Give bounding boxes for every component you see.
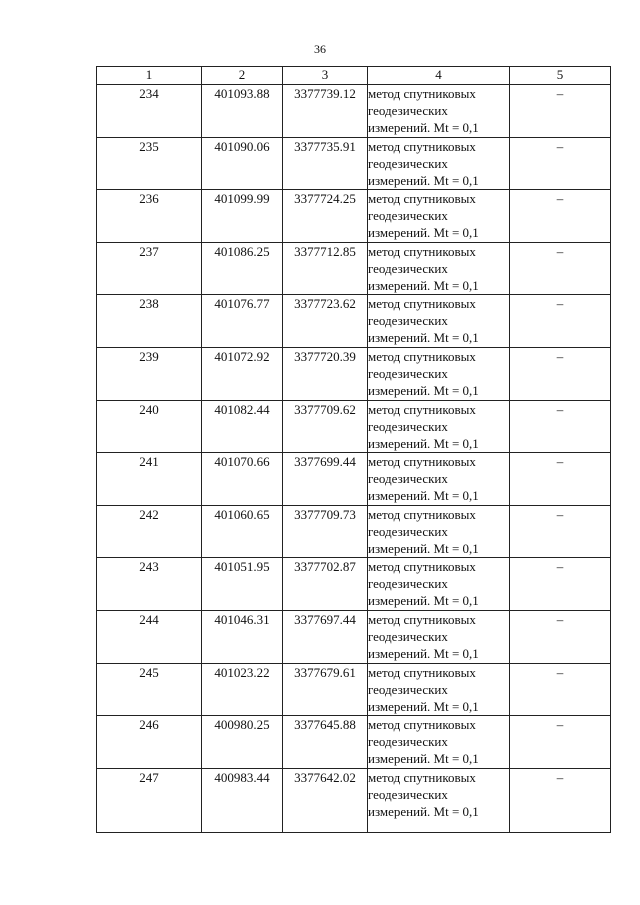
accuracy-cell — [510, 716, 611, 769]
accuracy-cell — [510, 400, 611, 453]
point-number: 247 — [97, 768, 202, 832]
table-row — [97, 663, 611, 716]
method-line: измерений. Mt = 0,1 — [368, 277, 479, 293]
method-line: измерений. Mt = 0,1 — [368, 120, 479, 135]
coordinate-x: 401099.99 — [202, 190, 283, 243]
coordinate-x: 401070.66 — [202, 453, 283, 506]
coordinate-x: 401090.06 — [202, 137, 283, 190]
method-description — [368, 610, 510, 663]
accuracy-value: – — [556, 454, 564, 470]
method-description — [368, 663, 510, 716]
coordinate-y: 3377645.88 — [283, 716, 368, 769]
point-number: 243 — [97, 558, 202, 611]
coordinate-y: 3377699.44 — [283, 453, 368, 506]
accuracy-value: – — [556, 191, 564, 207]
method-description — [368, 137, 510, 190]
accuracy-cell — [510, 663, 611, 716]
accuracy-cell — [510, 768, 611, 832]
point-number: 245 — [97, 663, 202, 716]
table-row — [97, 453, 611, 506]
method-line: геодезических — [368, 313, 448, 329]
point-number: 235 — [97, 137, 202, 190]
method-line: геодезических — [368, 681, 448, 697]
method-line: измерений. Mt = 0,1 — [368, 751, 479, 767]
method-line: измерений. Mt = 0,1 — [368, 540, 479, 556]
coordinate-y: 3377739.12 — [283, 85, 368, 138]
point-number: 244 — [97, 610, 202, 663]
method-line: геодезических — [368, 628, 448, 644]
point-number: 234 — [97, 85, 202, 138]
table-row — [97, 347, 611, 400]
method-line: геодезических — [368, 418, 448, 434]
table-row — [97, 400, 611, 453]
point-number: 237 — [97, 242, 202, 295]
point-number: 238 — [97, 295, 202, 348]
table-row — [97, 505, 611, 558]
accuracy-value: – — [556, 506, 564, 522]
method-line: измерений. Mt = 0,1 — [368, 435, 479, 451]
method-line: метод спутниковых — [368, 769, 476, 785]
method-line: геодезических — [368, 786, 448, 802]
accuracy-cell — [510, 558, 611, 611]
method-line: измерений. Mt = 0,1 — [368, 172, 479, 188]
table-row — [97, 716, 611, 769]
method-description — [368, 190, 510, 243]
method-line: измерений. Mt = 0,1 — [368, 698, 479, 714]
coordinate-y: 3377723.62 — [283, 295, 368, 348]
coordinate-x: 401076.77 — [202, 295, 283, 348]
method-description — [368, 716, 510, 769]
accuracy-value: – — [556, 296, 564, 312]
coordinate-y: 3377720.39 — [283, 347, 368, 400]
column-header-5: 5 — [510, 67, 611, 85]
method-line: измерений. Mt = 0,1 — [368, 645, 479, 661]
method-description — [368, 558, 510, 611]
table-row — [97, 242, 611, 295]
method-line: геодезических — [368, 260, 448, 276]
method-line: измерений. Mt = 0,1 — [368, 382, 479, 398]
coordinate-x: 401086.25 — [202, 242, 283, 295]
accuracy-value: – — [556, 559, 564, 575]
method-line: метод спутниковых — [368, 243, 476, 259]
table-header-row — [97, 67, 611, 85]
table-row — [97, 295, 611, 348]
point-number: 242 — [97, 505, 202, 558]
accuracy-cell — [510, 85, 611, 138]
table-body — [97, 85, 611, 833]
coordinate-y: 3377709.73 — [283, 505, 368, 558]
table-row — [97, 610, 611, 663]
method-line: метод спутниковых — [368, 348, 476, 364]
method-line: метод спутниковых — [368, 611, 476, 627]
coordinate-x: 400983.44 — [202, 768, 283, 832]
coordinate-y: 3377712.85 — [283, 242, 368, 295]
method-line: метод спутниковых — [368, 296, 476, 312]
method-line: измерений. Mt = 0,1 — [368, 225, 479, 241]
accuracy-value: – — [556, 611, 564, 627]
accuracy-cell — [510, 347, 611, 400]
coordinate-x: 401093.88 — [202, 85, 283, 138]
coordinate-x: 400980.25 — [202, 716, 283, 769]
table-row — [97, 137, 611, 190]
coordinate-x: 401082.44 — [202, 400, 283, 453]
accuracy-value: – — [556, 138, 564, 154]
method-description — [368, 400, 510, 453]
coordinate-y: 3377679.61 — [283, 663, 368, 716]
column-header-1: 1 — [97, 67, 202, 85]
method-line: измерений. Mt = 0,1 — [368, 330, 479, 346]
column-header-2: 2 — [202, 67, 283, 85]
point-number: 246 — [97, 716, 202, 769]
point-number: 240 — [97, 400, 202, 453]
method-line: метод спутниковых — [368, 191, 476, 207]
page-number: 36 — [314, 42, 326, 56]
method-description — [368, 768, 510, 832]
coordinate-x: 401046.31 — [202, 610, 283, 663]
method-line: геодезических — [368, 576, 448, 592]
method-line: измерений. Mt = 0,1 — [368, 593, 479, 609]
coordinate-y: 3377702.87 — [283, 558, 368, 611]
method-line: метод спутниковых — [368, 401, 476, 417]
coordinate-y: 3377642.02 — [283, 768, 368, 832]
column-header-3: 3 — [283, 67, 368, 85]
method-description — [368, 242, 510, 295]
table-row — [97, 190, 611, 243]
accuracy-cell — [510, 505, 611, 558]
accuracy-value: – — [556, 401, 564, 417]
accuracy-value: – — [556, 86, 564, 101]
table-row — [97, 85, 611, 138]
method-line: метод спутниковых — [368, 138, 476, 154]
accuracy-value: – — [556, 769, 564, 785]
method-line: метод спутниковых — [368, 454, 476, 470]
method-line: геодезических — [368, 208, 448, 224]
method-line: геодезических — [368, 471, 448, 487]
accuracy-value: – — [556, 348, 564, 364]
method-line: метод спутниковых — [368, 86, 476, 101]
point-number: 236 — [97, 190, 202, 243]
accuracy-value: – — [556, 717, 564, 733]
method-description — [368, 347, 510, 400]
coordinate-y: 3377735.91 — [283, 137, 368, 190]
accuracy-cell — [510, 610, 611, 663]
method-line: геодезических — [368, 523, 448, 539]
method-line: измерений. Mt = 0,1 — [368, 488, 479, 504]
column-header-4: 4 — [368, 67, 510, 85]
coordinate-y: 3377697.44 — [283, 610, 368, 663]
method-line: метод спутниковых — [368, 664, 476, 680]
coordinate-x: 401023.22 — [202, 663, 283, 716]
accuracy-cell — [510, 295, 611, 348]
accuracy-cell — [510, 453, 611, 506]
coordinate-x: 401051.95 — [202, 558, 283, 611]
method-description — [368, 505, 510, 558]
method-line: геодезических — [368, 155, 448, 171]
method-line: геодезических — [368, 103, 448, 118]
method-line: геодезических — [368, 734, 448, 750]
coordinate-y: 3377724.25 — [283, 190, 368, 243]
point-number: 241 — [97, 453, 202, 506]
point-number: 239 — [97, 347, 202, 400]
method-line: измерений. Mt = 0,1 — [368, 803, 479, 819]
accuracy-cell — [510, 190, 611, 243]
coordinate-y: 3377709.62 — [283, 400, 368, 453]
method-line: метод спутниковых — [368, 506, 476, 522]
accuracy-value: – — [556, 664, 564, 680]
method-line: геодезических — [368, 365, 448, 381]
method-line: метод спутниковых — [368, 559, 476, 575]
coordinate-x: 401060.65 — [202, 505, 283, 558]
accuracy-cell — [510, 137, 611, 190]
accuracy-value: – — [556, 243, 564, 259]
coordinates-table — [96, 66, 611, 833]
accuracy-cell — [510, 242, 611, 295]
coordinate-x: 401072.92 — [202, 347, 283, 400]
method-description — [368, 295, 510, 348]
table-row — [97, 558, 611, 611]
method-description — [368, 85, 510, 138]
method-line: метод спутниковых — [368, 717, 476, 733]
method-description — [368, 453, 510, 506]
table-row — [97, 768, 611, 832]
